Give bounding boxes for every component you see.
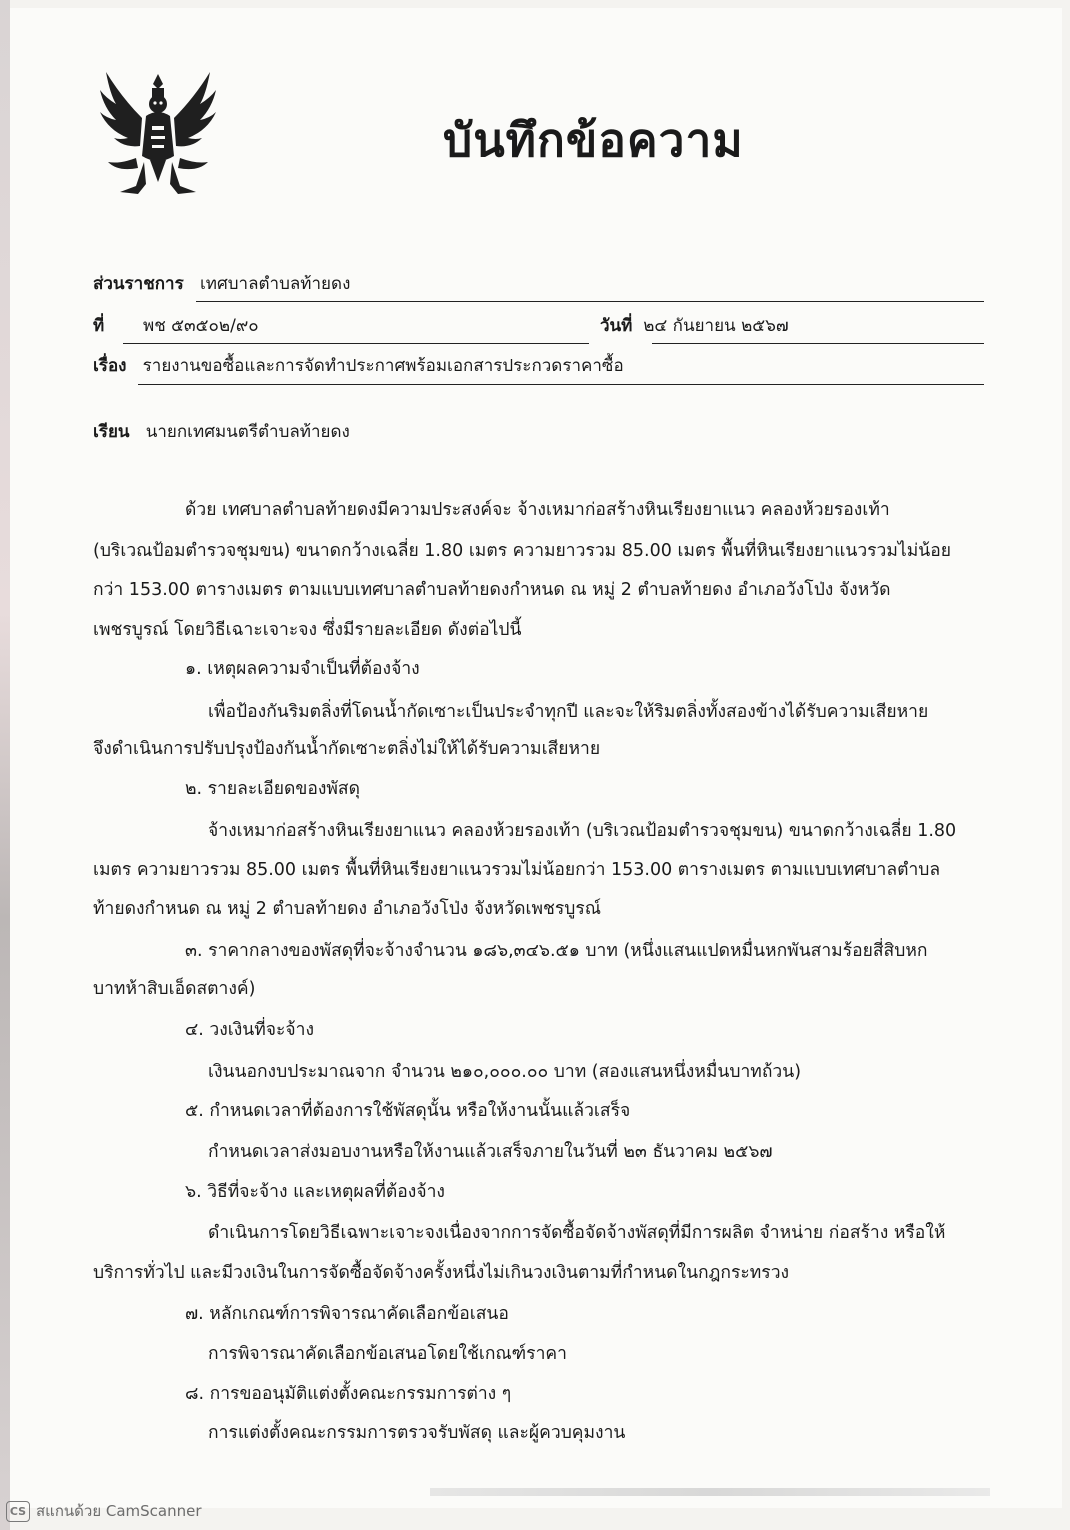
section-4-text: เงินนอกงบประมาณจาก จำนวน ๒๑๐,๐๐๐.๐๐ บาท (สองแสนหนึ่งหมื่นบาทถ้วน) [208, 1062, 802, 1082]
section-5-heading: ๕. กำหนดเวลาที่ต้องการใช้พัสดุนั้น หรือให้งานนั้นแล้วเสร็จ [185, 1101, 631, 1121]
subject-row [93, 352, 624, 379]
section-6-line-1: ดำเนินการโดยวิธีเฉพาะเจาะจงเนื่องจากการจัดซื้อจัดจ้างพัสดุที่มีการผลิต จำหน่าย ก่อสร้าง หรือให้ [208, 1223, 946, 1243]
intro-line-4: เพชรบูรณ์ โดยวิธีเฉาะเจาะจง ซึ่งมีรายละเอียด ดังต่อไปนี้ [93, 620, 522, 640]
section-2-line-1: จ้างเหมาก่อสร้างหินเรียงยาแนว คลองห้วยรองเท้า (บริเวณป้อมตำรวจชุมขน) ขนาดกว้างเฉลี่ย 1.80 [208, 821, 957, 841]
addressee-value: นายกเทศมนตรีตำบลท้ายดง [145, 422, 350, 442]
section-8-text: การแต่งตั้งคณะกรรมการตรวจรับพัสดุ และผู้ควบคุมงาน [208, 1423, 626, 1443]
garuda-emblem-icon [96, 66, 220, 202]
camscanner-logo-icon: CS [6, 1501, 30, 1522]
intro-line-3: กว่า 153.00 ตารางเมตร ตามแบบเทศบาลตำบลท้ายดงกำหนด ณ หมู่ 2 ตำบลท้ายดง อำเภอวังโป่ง จังหวัด [93, 580, 891, 600]
section-3-line-1: ๓. ราคากลางของพัสดุที่จะจ้างจำนวน ๑๘๖,๓๔๖.๕๑ บาท (หนึ่งแสนแปดหมื่นหกพันสามร้อยสี่สิบหก [185, 941, 928, 961]
department-value: เทศบาลตำบลท้ายดง [199, 274, 351, 294]
subject-line [138, 384, 984, 385]
section-1-line-2: จึงดำเนินการปรับปรุงป้องกันน้ำกัดเซาะตลิ่งไม่ให้ได้รับความเสียหาย [93, 739, 601, 759]
section-2-line-2: เมตร ความยาวรวม 85.00 เมตร พื้นที่หินเรียงยาแนวรวมไม่น้อยกว่า 153.00 ตารางเมตร ตามแบบเทศบาลตำบล [93, 860, 941, 880]
subject-value: รายงานขอซื้อและการจัดทำประกาศพร้อมเอกสารประกวดราคาซื้อ [142, 356, 624, 376]
department-line [196, 301, 984, 302]
section-4-heading: ๔. วงเงินที่จะจ้าง [185, 1020, 315, 1040]
section-2-heading: ๒. รายละเอียดของพัสดุ [185, 779, 360, 799]
department-label: ส่วนราชการ [93, 274, 184, 294]
section-6-line-2: บริการทั่วไป และมีวงเงินในการจัดซื้อจัดจ้างครั้งหนึ่งไม่เกินวงเงินตามที่กำหนดในกฎกระทรวง [93, 1263, 790, 1283]
ref-row [93, 312, 259, 339]
section-7-heading: ๗. หลักเกณฑ์การพิจารณาคัดเลือกข้อเสนอ [185, 1304, 509, 1324]
section-2-line-3: ท้ายดงกำหนด ณ หมู่ 2 ตำบลท้ายดง อำเภอวังโป่ง จังหวัดเพชรบูรณ์ [93, 899, 602, 919]
camscanner-watermark [6, 1499, 202, 1523]
section-1-heading: ๑. เหตุผลความจำเป็นที่ต้องจ้าง [185, 659, 420, 679]
date-value: ๒๔ กันยายน ๒๕๖๗ [643, 316, 789, 336]
scan-shadow [430, 1488, 990, 1496]
section-7-text: การพิจารณาคัดเลือกข้อเสนอโดยใช้เกณฑ์ราคา [208, 1344, 567, 1364]
camscanner-text: สแกนด้วย CamScanner [36, 1502, 202, 1520]
section-5-text: กำหนดเวลาส่งมอบงานหรือให้งานแล้วเสร็จภายในวันที่ ๒๓ ธันวาคม ๒๕๖๗ [208, 1142, 773, 1162]
date-label: วันที่ [600, 316, 633, 336]
department-row [93, 270, 350, 297]
intro-line-2: (บริเวณป้อมตำรวจชุมขน) ขนาดกว้างเฉลี่ย 1.80 เมตร ความยาวรวม 85.00 เมตร พื้นที่หินเรียงยาแนวรวมไม่น้อย [93, 541, 951, 561]
section-3-line-2: บาทห้าสิบเอ็ดสตางค์) [93, 979, 256, 999]
date-line [652, 343, 984, 344]
section-6-heading: ๖. วิธีที่จะจ้าง และเหตุผลที่ต้องจ้าง [185, 1182, 445, 1202]
addressee-row [93, 418, 350, 445]
ref-line [123, 343, 589, 344]
subject-label: เรื่อง [93, 356, 127, 376]
memo-title: บันทึกข้อความ [443, 113, 744, 167]
ref-value: พช ๕๓๕๐๒/๙๐ [143, 316, 259, 336]
ref-label: ที่ [93, 316, 105, 336]
section-8-heading: ๘. การขออนุมัติแต่งตั้งคณะกรรมการต่าง ๆ [185, 1384, 512, 1404]
intro-line-1: ด้วย เทศบาลตำบลท้ายดงมีความประสงค์จะ จ้างเหมาก่อสร้างหินเรียงยาแนว คลองห้วยรองเท้า [185, 500, 890, 520]
page-edge [0, 0, 10, 1530]
date-row [600, 312, 789, 339]
addressee-label: เรียน [93, 422, 130, 442]
section-1-line-1: เพื่อป้องกันริมตลิ่งที่โดนน้ำกัดเซาะเป็นประจำทุกปี และจะให้ริมตลิ่งทั้งสองข้างได้รับความเสียหาย [208, 702, 929, 722]
